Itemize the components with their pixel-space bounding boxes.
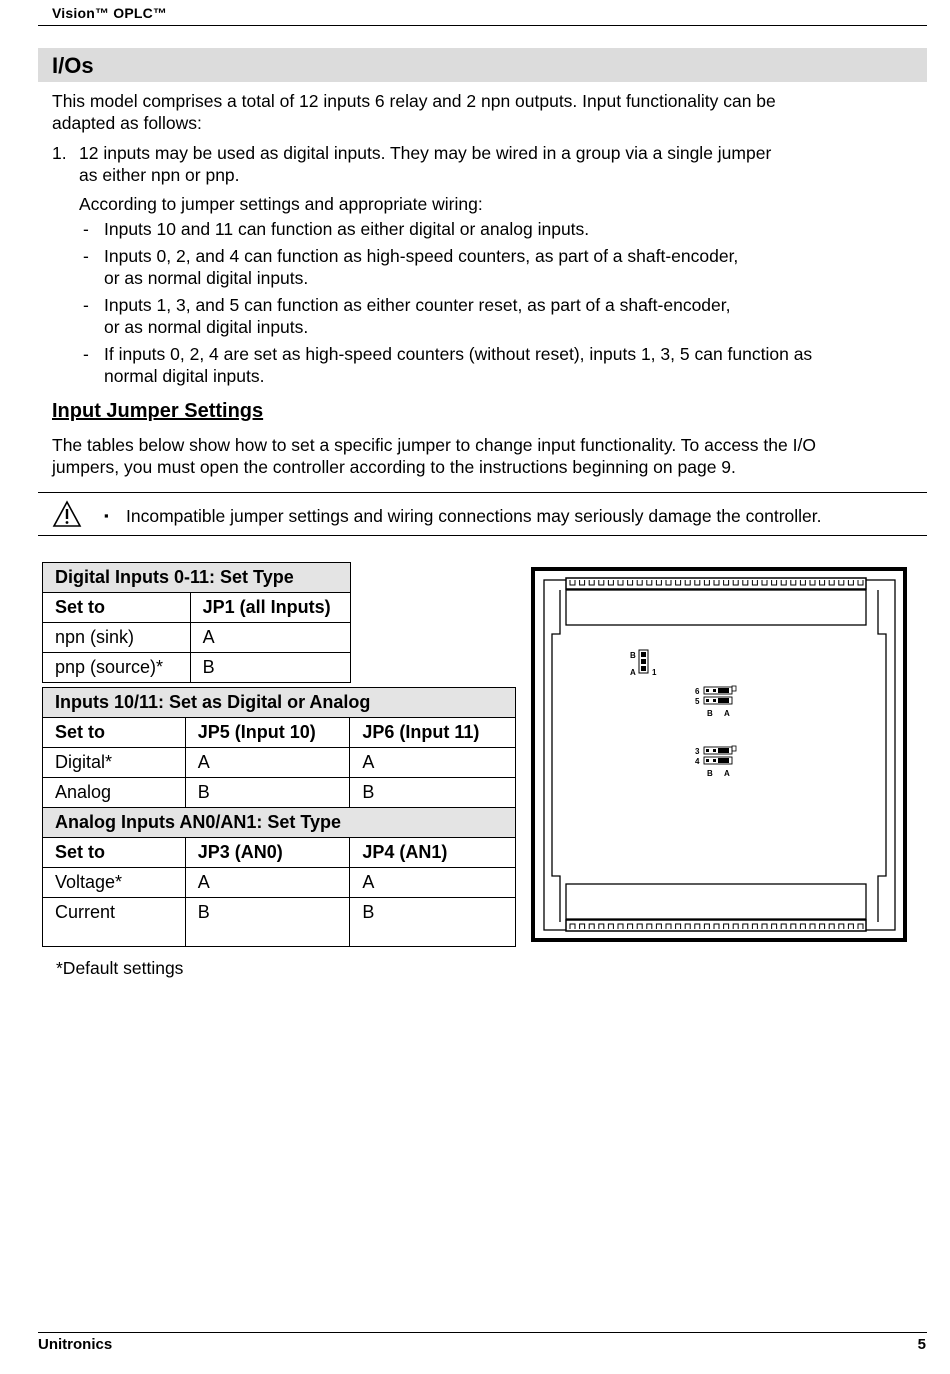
table-cell: pnp (source)*: [43, 653, 191, 683]
column-header: JP4 (AN1): [350, 838, 516, 868]
footer-rule: [38, 1332, 927, 1333]
column-header: Set to: [43, 593, 191, 623]
column-header: JP5 (Input 10): [185, 718, 350, 748]
header-rule: [38, 25, 927, 26]
jp1-label-1: 1: [652, 668, 657, 677]
table-title: Digital Inputs 0-11: Set Type: [43, 563, 351, 593]
table-cell: A: [350, 868, 516, 898]
table-cell: Current: [43, 898, 186, 947]
group1-label-bottom: 5: [695, 697, 700, 706]
table-cell: A: [350, 748, 516, 778]
bullet-2-line-2: or as normal digital inputs.: [104, 268, 309, 288]
table-cell: Digital*: [43, 748, 186, 778]
bullet-4-line-1: If inputs 0, 2, 4 are set as high-speed counters (without reset), inputs 1, 3, 5 can function as: [104, 344, 813, 364]
bullet-3-line-2: or as normal digital inputs.: [104, 317, 309, 337]
group1-label-top: 6: [695, 687, 700, 696]
table-cell: B: [190, 653, 350, 683]
jp1-label-b: B: [630, 651, 636, 660]
table-cell: B: [350, 778, 516, 808]
dash-1: -: [83, 219, 89, 239]
warning-text: Incompatible jumper settings and wiring connections may seriously damage the controller.: [126, 506, 822, 526]
table-cell: A: [190, 623, 350, 653]
jumper-heading: Input Jumper Settings: [52, 400, 264, 422]
warning-top-rule: [38, 492, 927, 493]
group1-label-a: A: [724, 709, 730, 718]
column-header: Set to: [43, 838, 186, 868]
digital-inputs-table: [42, 562, 351, 683]
jumper-line-1: The tables below show how to set a specific jumper to change input functionality. To access the I/O: [52, 435, 816, 455]
page-number: 5: [917, 1336, 926, 1353]
column-header: JP3 (AN0): [185, 838, 350, 868]
section-band: [38, 48, 927, 82]
bullet-2-line-1: Inputs 0, 2, and 4 can function as high-speed counters, as part of a shaft-encoder,: [104, 246, 739, 266]
dash-2: -: [83, 246, 89, 266]
list-item-line-1: 12 inputs may be used as digital inputs. They may be wired in a group via a single jumper: [79, 143, 772, 163]
list-item-line-2: as either npn or pnp.: [79, 165, 240, 185]
warning-bullet: ▪: [104, 508, 109, 523]
group2-label-b: B: [707, 769, 713, 778]
footer-company: Unitronics: [38, 1336, 113, 1353]
controller-board-diagram: [530, 566, 908, 944]
dash-4: -: [83, 344, 89, 364]
column-header: JP1 (all Inputs): [190, 593, 350, 623]
table-cell: npn (sink): [43, 623, 191, 653]
jp1-label-a: A: [630, 668, 636, 677]
table-cell: Voltage*: [43, 868, 186, 898]
table-cell: B: [185, 898, 350, 947]
intro-line-2: adapted as follows:: [52, 113, 202, 133]
table-cell: A: [185, 748, 350, 778]
according-line: According to jumper settings and appropriate wiring:: [79, 194, 483, 214]
bullet-1: Inputs 10 and 11 can function as either digital or analog inputs.: [104, 219, 590, 239]
column-header: JP6 (Input 11): [350, 718, 516, 748]
group2-label-top: 3: [695, 747, 700, 756]
group1-label-b: B: [707, 709, 713, 718]
running-header-title: Vision™ OPLC™: [52, 5, 168, 21]
column-header: Set to: [43, 718, 186, 748]
warning-bottom-rule: [38, 535, 927, 536]
list-number: 1.: [52, 143, 67, 163]
jumper-line-2: jumpers, you must open the controller according to the instructions beginning on page 9.: [52, 457, 736, 477]
digital-analog-table: [42, 687, 516, 947]
default-settings-note: *Default settings: [56, 958, 184, 978]
table-cell: B: [350, 898, 516, 947]
table-cell: Analog: [43, 778, 186, 808]
section-title: I/Os: [52, 53, 94, 78]
group2-label-bottom: 4: [695, 757, 700, 766]
group2-label-a: A: [724, 769, 730, 778]
intro-line-1: This model comprises a total of 12 inputs 6 relay and 2 npn outputs. Input functionality can be: [52, 91, 776, 111]
table-title: Analog Inputs AN0/AN1: Set Type: [43, 808, 516, 838]
table-cell: A: [185, 868, 350, 898]
bullet-3-line-1: Inputs 1, 3, and 5 can function as either counter reset, as part of a shaft-encoder,: [104, 295, 731, 315]
warning-triangle-icon: [52, 500, 82, 528]
table-title: Inputs 10/11: Set as Digital or Analog: [43, 688, 516, 718]
dash-3: -: [83, 295, 89, 315]
table-cell: B: [185, 778, 350, 808]
bullet-4-line-2: normal digital inputs.: [104, 366, 265, 386]
